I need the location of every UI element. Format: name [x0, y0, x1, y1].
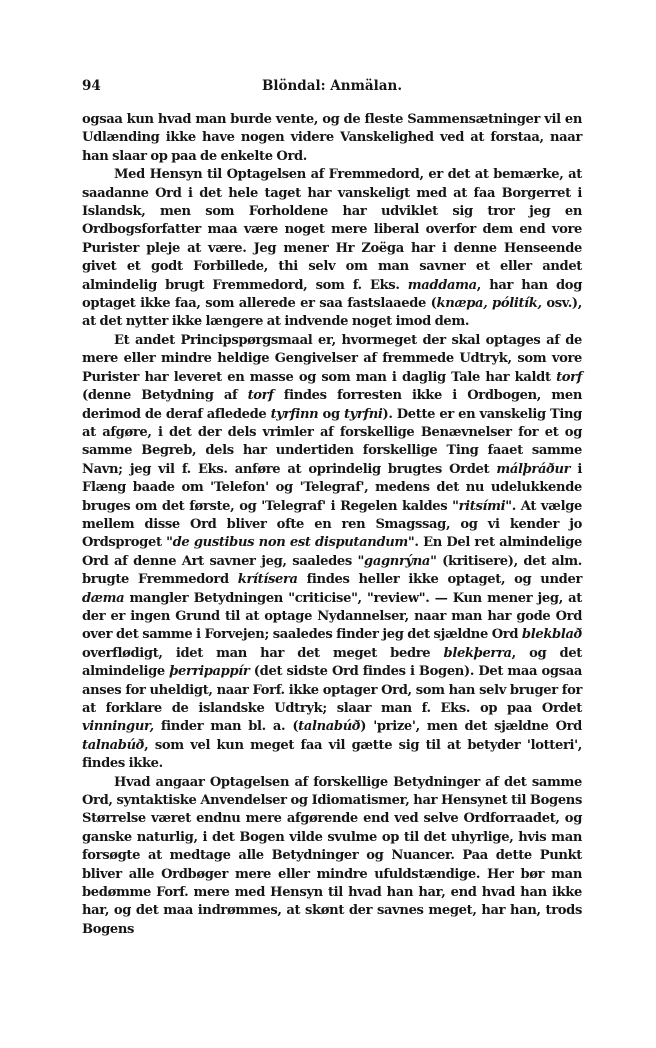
text-run: findes heller ikke optaget, og under	[297, 572, 582, 588]
italic-term: málþráður	[496, 461, 571, 477]
paragraph	[82, 111, 582, 166]
italic-term: ritsími	[458, 498, 506, 514]
italic-term: tyrfinn	[270, 406, 319, 422]
text-run: i Flæng baade om 'Telefon' og 'Telegraf', medens det nu udelukkende bruges om det første, og 'Telegraf' i Regelen kaldes "	[82, 461, 583, 514]
page-header	[82, 76, 582, 96]
italic-term: knæpa, pólitík,	[436, 296, 542, 312]
italic-term: torf	[556, 369, 582, 385]
text-run: ogsaa kun hvad man burde vente, og de fleste Sammensætninger vil en Udlænding ikke have nogen videre Vanskelighed ved at forstaa, naar han slaar op paa de enkelte Ord.	[82, 112, 582, 164]
text-run: overflødigt, idet man har det meget bedre	[82, 645, 444, 661]
italic-term: talnabúð	[82, 737, 145, 753]
text-run: mangler Betydningen "criticise", "review". — Kun mener jeg, at der er ingen Grund til at optage Nydannelser, naar man har gode Ord over det samme i Forvejen; saaledes finder jeg det sjældne Ord	[82, 590, 582, 643]
text-run: ). Dette er en vanskelig Ting at afgøre, i det der dels vrimler af forskellige Benævnelser for et og samme Begreb, dels har undertiden forskellige Ting faaet samme Navn; jeg vil f. Eks. anføre at oprindelig brugtes Ordet	[82, 406, 582, 477]
italic-term: talnabúð	[298, 719, 361, 735]
italic-term: blekþerra	[443, 645, 512, 661]
paragraph	[82, 332, 582, 774]
text-run: (det sidste Ord findes i Bogen). Det maa ogsaa anses for uheldigt, naar Forf. ikke optager Ord, som han selv bruger for at forklare de islandske Udtryk; slaar man f. Eks. op paa Ordet	[82, 664, 582, 716]
text-run: ) 'prize', men det sjældne Ord	[360, 719, 582, 735]
text-run: , som vel kun meget faa vil gætte sig til at betyder 'lotteri', findes ikke.	[82, 737, 582, 772]
text-run: findes forresten ikke i Ordbogen, men derimod de deraf afledede	[82, 388, 582, 422]
text-run: , og det almindelige	[82, 645, 582, 680]
italic-term: torf	[247, 388, 274, 404]
text-run: Hvad angaar Optagelsen af forskellige Betydninger af det samme Ord, syntaktiske Anvendelser og Idiomatismer, har Hensynet til Bogens Størrelse været endnu mere afgørende end ved selve Ordforraadet, og ganske naturlig, i det Bogen vilde svulme op til det uhyrlige, hvis man forsøgte at medtage alle Betydninger og Nuancer. Paa dette Punkt bliver alle Ordbøger mere eller mindre ufuldstændige. Her bør man bedømme Forf. mere med Hensyn til hvad han har, end hvad han ikke har, og det maa indrømmes, at skønt der savnes meget, har han, trods Bogens	[82, 774, 582, 937]
paragraph	[82, 166, 582, 332]
text-run: (denne Betydning af	[82, 388, 248, 404]
text-run: , har han dog optaget ikke faa, som allerede er saa fastslaaede (	[82, 277, 582, 312]
italic-term: tyrfni	[343, 406, 383, 422]
text-run: finder man bl. a. (	[153, 719, 299, 735]
italic-term: krítísera	[237, 572, 298, 588]
italic-term: de gustibus non est disputandum	[172, 535, 408, 551]
text-run: ". At vælge mellem disse Ord bliver ofte en ren Smagssag, og vi kender jo Ordsproget "	[82, 498, 582, 551]
italic-term: þerripappír	[169, 664, 250, 680]
body-text	[82, 111, 582, 939]
italic-term: gagnrýna	[364, 553, 431, 569]
text-run: Et andet Principspørgsmaal er, hvormeget der skal optages af de mere eller mindre heldige Gengivelser af fremmede Udtryk, som vore Purister har leveret en masse og som man i daglig Tale har kaldt	[82, 332, 582, 385]
italic-term: dæma	[82, 590, 125, 606]
text-run: og	[318, 406, 344, 422]
text-run: " (kritisere), det alm. brugte Fremmedord	[82, 553, 583, 588]
italic-term: vinningur,	[82, 719, 154, 735]
text-run: ". En Del ret almindelige Ord af denne Art savner jeg, saaledes "	[82, 535, 582, 569]
text-run: Med Hensyn til Optagelsen af Fremmedord, er det at bemærke, at saadanne Ord i det hele taget har vanskeligt med at faa Borgerret i Islandsk, men som Forholdene har udviklet sig tror jeg en Ordbogsforfatter maa være noget mere liberal overfor dem end vore Purister pleje at være. Jeg mener Hr Zoëga har i denne Henseende givet et godt Forbillede, thi selv om man savner et eller andet almindelig brugt Fremmedord, som f. Eks.	[82, 167, 582, 293]
paragraph	[82, 774, 582, 940]
text-run: osv.), at det nytter ikke længere at indvende noget imod dem.	[82, 296, 582, 330]
page-number: 94	[82, 78, 101, 94]
running-title: Blöndal: Anmälan.	[261, 78, 403, 94]
italic-term: maddama	[407, 277, 477, 293]
italic-term: blekblað	[521, 627, 582, 643]
